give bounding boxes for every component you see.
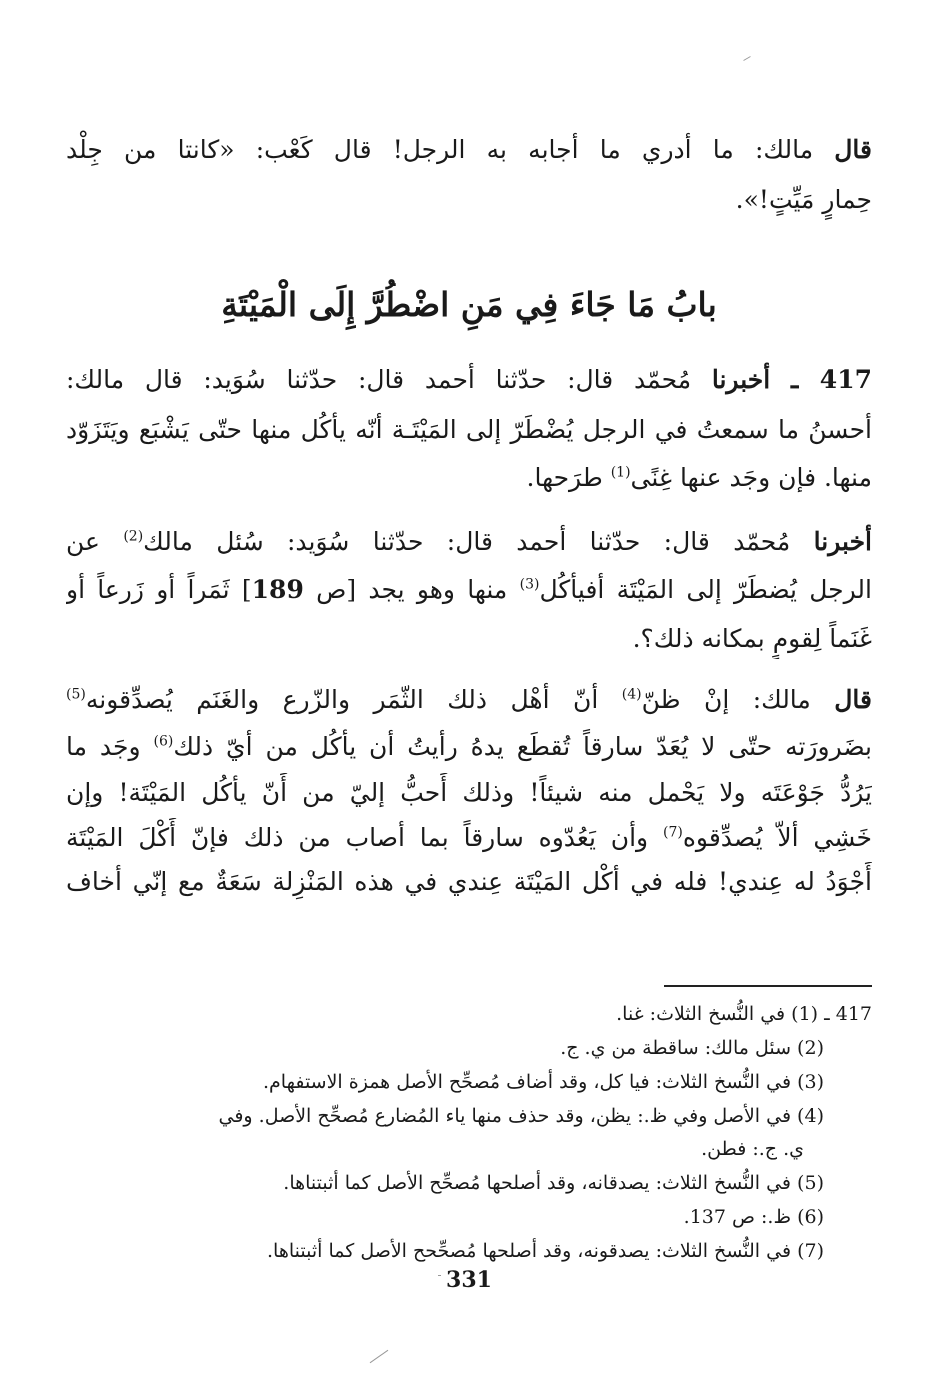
- text-run: بضَرورَته حتّى لا يُعَدّ سارقاً تُقطَع يدهُ رأيتُ أن يأكُل من أيّ ذلك: [173, 732, 872, 761]
- text-run: الرجل يُضطَرّ إلى المَيْتَة أفيأكُل: [539, 575, 872, 604]
- footnote-7: (7) في النُّسخ الثلاث: يصدقونه، وقد أصلحها مُصحِّحح الأصل كما أثبتناها.: [267, 1240, 824, 1262]
- footnote-ref: (7): [662, 824, 683, 841]
- footnote-ref: (3): [519, 576, 540, 593]
- text-run: منها وهو يجد [ص: [316, 575, 508, 604]
- text-run: منها. فإن وجَد عنها غِنًى: [630, 463, 872, 492]
- footnote-5: (5) في النُّسخ الثلاث: يصدقانه، وقد أصلحها مُصحِّح الأصل كما أثبتناها.: [283, 1172, 824, 1194]
- text-run: وأن يَعُدّوه سارقاً بما أصاب من ذلك فإنّ أَكْلَ المَيْتَة: [66, 823, 649, 852]
- text-run: خَشِي ألاّ يُصدِّقوه: [682, 823, 872, 852]
- answer-line-4: [66, 818, 872, 858]
- footnote-1: 417 ـ (1) في النُّسخ الثلاث: غنا.: [616, 1003, 872, 1025]
- top-paragraph-line-1: [66, 130, 872, 170]
- speaker-label: قال: [834, 685, 872, 714]
- report-line-1: [66, 522, 872, 562]
- footnote-2: (2) سئل مالك: ساقطة من ي. ج.: [560, 1037, 824, 1059]
- text-run: مُحمّد قال: حدّثنا أحمد قال: حدّثنا سُوَيد: قال مالك:: [66, 365, 692, 394]
- text-run: وجَد ما: [66, 732, 141, 761]
- top-paragraph-line-2: حِمارٍ مَيِّتٍ!».: [735, 185, 872, 214]
- footnote-separator: [664, 985, 872, 987]
- text-run: أنّ أهْل ذلك الثّمَر والزّرع والغَنَم يُصدِّقونه: [85, 685, 599, 714]
- answer-line-5: أَجْوَدُ له عِندي! فله في أكْل المَيْتَة عِندي في هذه المَنْزِلة سَعَةٌ مع إنّي أخاف: [66, 867, 872, 896]
- hadith-417-line-2: أحسنُ ما سمعتُ في الرجل يُضْطَرّ إلى المَيْتَـة أنّه يأكُل منها حتّى يَشْبَع ويَتَزَوّد: [66, 415, 872, 444]
- page-reference: 189: [251, 575, 304, 604]
- footnote-3: (3) في النُّسخ الثلاث: فيا كل، وقد أضاف مُصحِّح الأصل همزة الاستفهام.: [262, 1071, 824, 1093]
- report-line-2: [66, 570, 872, 610]
- scan-speck: [743, 56, 750, 61]
- narration-lead: أخبرنا: [813, 527, 872, 556]
- text-run: مالك: إنْ ظنّ: [641, 685, 811, 714]
- footnote-ref: (1): [610, 464, 631, 481]
- hadith-number: 417 ـ: [790, 365, 872, 394]
- text-run: مالك: ما أدري ما أجابه به الرجل! قال كَعْب: «كانتا من جِلْد: [66, 135, 814, 164]
- speaker-label: قال: [834, 135, 872, 164]
- footnote-ref: (4): [621, 686, 642, 703]
- footnote-4-continued: ي. ج.: فطن.: [701, 1138, 804, 1160]
- scan-speck: [438, 1275, 441, 1276]
- footnote-6: (6) ظ.: ص 137.: [683, 1206, 824, 1228]
- chapter-heading: بابُ مَا جَاءَ فِي مَنِ اضْطُرَّ إِلَى الْمَيْتَةِ: [221, 285, 717, 324]
- answer-line-1: [66, 680, 872, 720]
- scan-speck: [370, 1350, 389, 1363]
- text-run: طرَحها.: [526, 463, 603, 492]
- footnote-4: (4) في الأصل وفي ظ.: يظن، وقد حذف منها ياء المُضارع مُصحِّح الأصل. وفي: [218, 1105, 824, 1127]
- footnote-ref: (2): [123, 528, 144, 545]
- footnote-ref: (5): [66, 686, 86, 703]
- narration-lead: أخبرنا: [711, 365, 771, 394]
- footnote-ref: (6): [153, 733, 174, 750]
- page-number: 331: [446, 1267, 492, 1293]
- hadith-417-line-3: [66, 458, 872, 498]
- text-run: مُحمّد قال: حدّثنا أحمد قال: حدّثنا سُوَيد: سُئل مالك: [143, 527, 791, 556]
- answer-line-2: [66, 727, 872, 767]
- report-line-3: غَنَماً لِقومٍ بمكانه ذلك؟.: [632, 624, 872, 653]
- text-run: ] ثَمَراً أو زَرعاً أو: [66, 575, 252, 604]
- hadith-417-line-1: [66, 360, 872, 400]
- text-run: عن: [66, 527, 100, 556]
- answer-line-3: يَرُدُّ جَوْعَتَه ولا يَحْمل منه شيئاً! وذلك أَحبُّ إليّ من أَنّ يأكُل المَيْتَة! وإن: [66, 778, 872, 807]
